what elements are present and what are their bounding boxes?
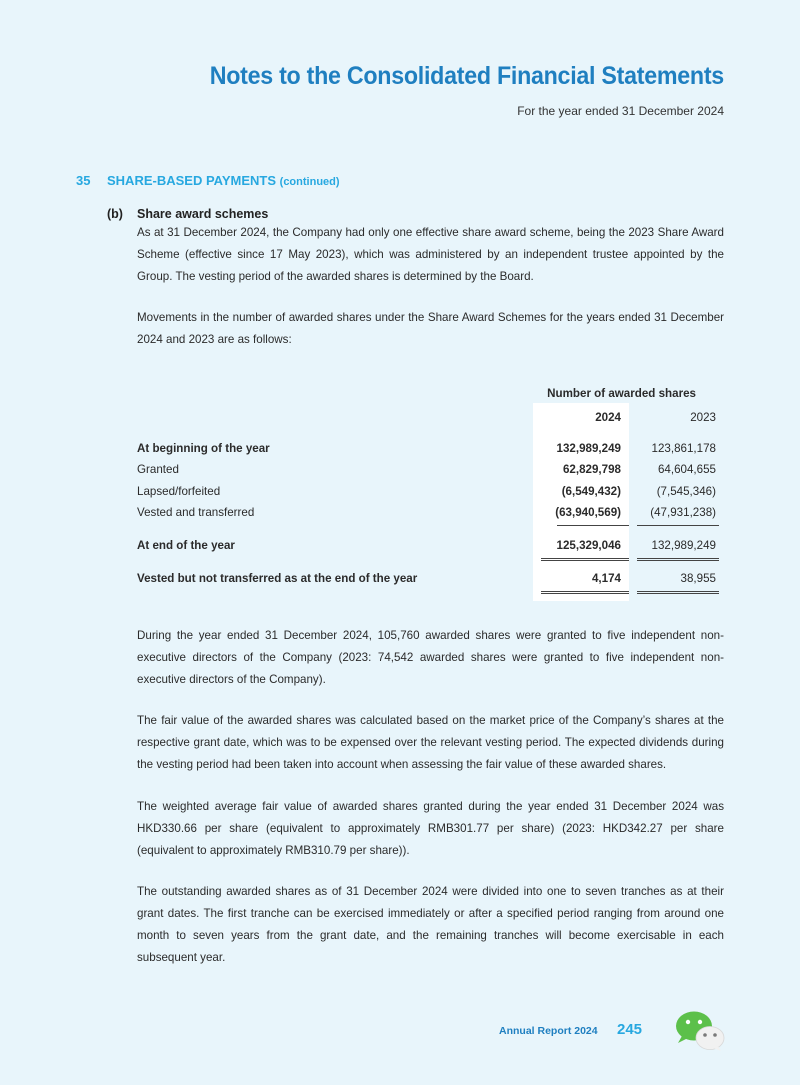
paragraph-ined-grants: During the year ended 31 December 2024, 105,760 awarded shares were granted to five independent non-executive directors of the Company (2023: 74,542 awarded shares were granted to five independent non-executive directors of the Company). [137, 629, 724, 686]
table-row [137, 442, 724, 460]
paragraph-movements-intro: Movements in the number of awarded shares under the Share Award Schemes for the years ended 31 December 2024 and 2023 are as follows: [137, 311, 724, 346]
row-label: Lapsed/forfeited [137, 485, 221, 498]
wechat-icon [674, 1010, 726, 1052]
table-row [137, 506, 724, 524]
paragraph-fair-value: The fair value of the awarded shares was calculated based on the market price of the Company’s shares at the respective grant date, which was to be expensed over the relevant vesting period. The expected dividends during the vesting period had been taken into account when assessing the fair value of these awarded shares. [137, 714, 724, 771]
value-2024: 125,329,046 [556, 539, 621, 552]
table-row [137, 572, 724, 590]
page-title: Notes to the Consolidated Financial Statements [209, 62, 724, 90]
value-2023: 64,604,655 [657, 463, 716, 476]
value-2023: 132,989,249 [651, 539, 716, 552]
footer-report-label: Annual Report 2024 [499, 1025, 598, 1037]
row-label: At beginning of the year [137, 442, 270, 455]
value-2024: 132,989,249 [556, 442, 621, 455]
section-continued: (continued) [279, 176, 340, 188]
table-caption: Number of awarded shares [547, 387, 696, 400]
value-2024: (6,549,432) [561, 485, 621, 498]
value-2024: 4,174 [591, 572, 621, 585]
paragraph-weighted-average: The weighted average fair value of awarded shares granted during the year ended 31 December 2024 was HKD330.66 per share (equivalent to approximately RMB301.77 per share) (2023: HKD342.27 per share (equivalent to approximately RMB310.79 per share)). [137, 800, 724, 857]
value-2023: (7,545,346) [656, 485, 716, 498]
subsection-heading [107, 207, 268, 221]
subsection-letter: (b) [107, 207, 123, 221]
total-rule-2024 [541, 558, 629, 561]
row-label: Granted [137, 463, 179, 476]
value-2023: (47,931,238) [650, 506, 716, 519]
value-2024: 62,829,798 [562, 463, 621, 476]
section-heading [76, 173, 340, 188]
section-title: SHARE-BASED PAYMENTS [107, 173, 277, 188]
page-subtitle: For the year ended 31 December 2024 [517, 104, 724, 118]
section-number: 35 [76, 173, 91, 188]
awarded-shares-table [137, 383, 724, 605]
value-2023: 38,955 [680, 572, 716, 585]
page-number: 245 [617, 1021, 643, 1038]
total-rule-2023 [637, 558, 719, 561]
table-row [137, 463, 724, 481]
row-label: Vested and transferred [137, 506, 255, 519]
value-2023: 123,861,178 [651, 442, 716, 455]
table-row [137, 485, 724, 503]
table-row [137, 539, 724, 557]
paragraph-tranches: The outstanding awarded shares as of 31 December 2024 were divided into one to seven tranches as at their grant dates. The first tranche can be exercised immediately or after a specified period ranging from around one month to seven years from the grant date, and the remaining tranches will become exercisable in each subsequent year. [137, 885, 724, 964]
value-2024: (63,940,569) [555, 506, 621, 519]
row-label: At end of the year [137, 539, 235, 552]
subtotal-rule-2024 [557, 525, 629, 526]
subsection-title: Share award schemes [137, 207, 269, 221]
column-header-2023: 2023 [690, 411, 716, 424]
vested-rule-2024 [541, 591, 629, 594]
vested-rule-2023 [637, 591, 719, 594]
paragraph-scheme-description: As at 31 December 2024, the Company had only one effective share award scheme, being the 2023 Share Award Scheme (effective since 17 May 2023), which was administered by an independent trustee appointed by the Group. The vesting period of the awarded shares is determined by the Board. [137, 226, 724, 283]
column-header-2024: 2024 [595, 411, 621, 424]
subtotal-rule-2023 [637, 525, 719, 526]
row-label: Vested but not transferred as at the end of the year [137, 572, 418, 585]
